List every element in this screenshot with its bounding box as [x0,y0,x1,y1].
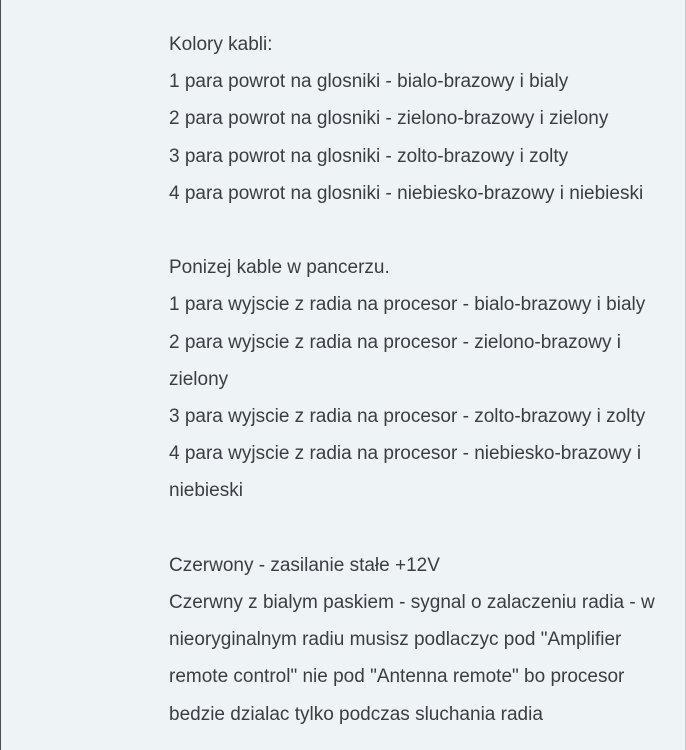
radio-pair-1: 1 para wyjscie z radia na procesor - bialo-brazowy i bialy [169,294,646,316]
post-body [169,26,669,733]
paragraph-spacer [169,510,669,547]
radio-pair-3: 3 para wyjscie z radia na procesor - zolto-brazowy i zolty [169,406,646,428]
speaker-pair-4: 4 para powrot na glosniki - niebiesko-brazowy i niebieski [169,182,644,204]
content-left-border [0,0,1,750]
power-wire-line: Czerwony - zasilanie stałe +12V [169,554,440,576]
paragraph-spacer [169,212,669,249]
armored-cables-heading: Ponizej kable w pancerzu. [169,257,390,279]
cable-colors-heading: Kolory kabli: [169,34,273,55]
speaker-pair-3: 3 para powrot na glosniki - zolto-brazowy i zolty [169,145,569,167]
remote-wire-note: Czerwny z bialym paskiem - sygnal o zalaczeniu radia - w nieoryginalnym radiu musisz podlaczyc pod "Amplifier remote control" nie pod "Antenna remote" bo procesor bedzie dzialac tylko podczas sluchania radia [169,592,655,725]
radio-pair-4: 4 para wyjscie z radia na procesor - niebiesko-brazowy i niebieski [169,443,642,502]
radio-pair-2: 2 para wyjscie z radia na procesor - zielono-brazowy i zielony [169,331,621,390]
speaker-pair-1: 1 para powrot na glosniki - bialo-brazowy i bialy [169,71,569,93]
speaker-pair-2: 2 para powrot na glosniki - zielono-brazowy i zielony [169,108,609,130]
